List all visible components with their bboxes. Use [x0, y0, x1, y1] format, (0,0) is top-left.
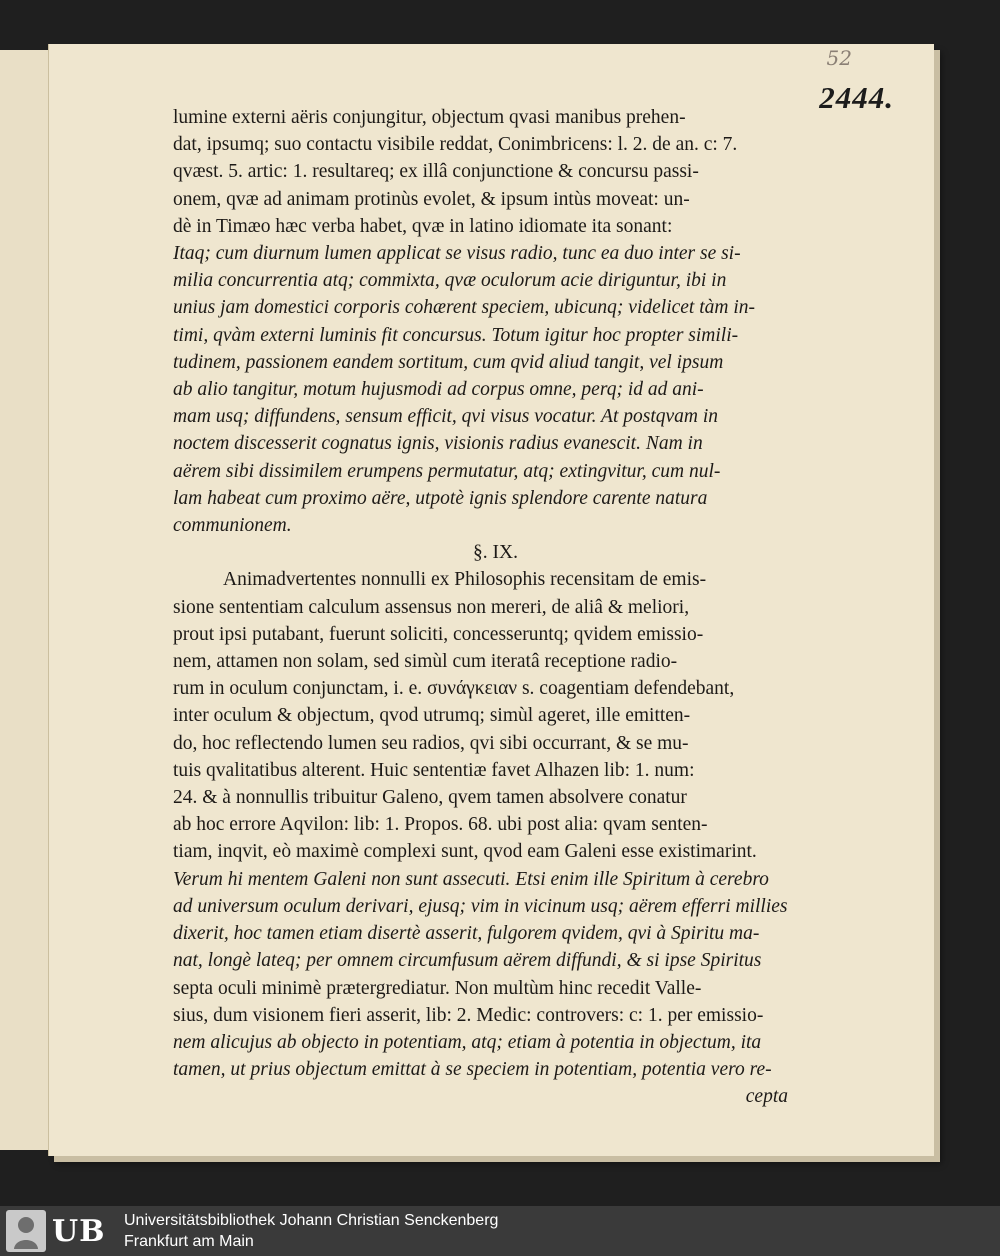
- logo-text: UB: [52, 1213, 106, 1249]
- catchword: cepta: [745, 1086, 788, 1108]
- text-line: sius, dum visionem fieri asserit, lib: 2. Medic: controvers: c: 1. per emissio-: [173, 1004, 764, 1026]
- text-line: nem, attamen non solam, sed simùl cum iteratâ receptione radio-: [173, 651, 678, 673]
- text-line: rum in oculum conjunctam, i. e. συνάγκειαν s. coagentiam defendebant,: [173, 678, 735, 700]
- text-line: tudinem, passionem eandem sortitum, cum qvid aliud tangit, vel ipsum: [173, 351, 724, 373]
- text-line: qvæst. 5. artic: 1. resultareq; ex illâ conjunctione & concursu passi-: [173, 161, 699, 183]
- text-line: aërem sibi dissimilem erumpens permutatur, atq; extingvitur, cum nul-: [173, 460, 721, 482]
- paragraph-2: [173, 566, 798, 1083]
- text-line: noctem discesserit cognatus ignis, visionis radius evanescit. Nam in: [173, 433, 703, 455]
- text-line: onem, qvæ ad animam protinùs evolet, & ipsum intùs moveat: un-: [173, 188, 690, 210]
- text-line: communionem.: [173, 515, 292, 537]
- text-line: do, hoc reflectendo lumen seu radios, qvi sibi occurrant, & se mu-: [173, 732, 689, 754]
- paragraph-1: [173, 104, 798, 539]
- shelf-number: 2444.: [819, 80, 894, 115]
- footer-bar: [0, 1206, 1000, 1256]
- text-line: tamen, ut prius objectum emittat à se speciem in potentiam, potentia vero re-: [173, 1059, 772, 1081]
- text-line: Itaq; cum diurnum lumen applicat se visus radio, tunc ea duo inter se si-: [173, 243, 741, 265]
- body-text: [173, 104, 798, 1111]
- text-line: Verum hi mentem Galeni non sunt assecuti. Etsi enim ille Spiritum à cerebro: [173, 868, 769, 890]
- text-line: mam usq; diffundens, sensum efficit, qvi visus vocatur. At postqvam in: [173, 406, 719, 428]
- library-name: Universitätsbibliothek Johann Christian Senckenberg: [124, 1212, 499, 1229]
- text-line: dè in Timæo hæc verba habet, qvæ in latino idiomate ita sonant:: [173, 215, 673, 237]
- text-line: dat, ipsumq; suo contactu visibile reddat, Conimbricens: l. 2. de an. c: 7.: [173, 134, 738, 156]
- text-line: sione sententiam calculum assensus non mereri, de aliâ & meliori,: [173, 596, 690, 618]
- text-line: septa oculi minimè prætergrediatur. Non multùm hinc recedit Valle-: [173, 977, 702, 999]
- text-line: timi, qvàm externi luminis fit concursus. Totum igitur hoc propter simili-: [173, 324, 739, 346]
- text-line: inter oculum & objectum, qvod utrumq; simùl ageret, ille emitten-: [173, 705, 691, 727]
- text-line: lam habeat cum proximo aëre, utpotè ignis splendore carente natura: [173, 487, 708, 509]
- text-line: nat, longè lateq; per omnem circumfusum aërem diffundi, & si ipse Spiritus: [173, 950, 762, 972]
- text-line: ab hoc errore Aqvilon: lib: 1. Propos. 68. ubi post alia: qvam senten-: [173, 814, 708, 836]
- text-line: tuis qvalitatibus alterent. Huic sententiæ favet Alhazen lib: 1. num:: [173, 759, 695, 781]
- text-line: Animadvertentes nonnulli ex Philosophis recensitam de emis-: [223, 569, 707, 591]
- text-line: ab alio tangitur, motum hujusmodi ad corpus omne, perq; id ad ani-: [173, 379, 704, 401]
- library-logo[interactable]: [6, 1210, 114, 1252]
- text-line: unius jam domestici corporis cohærent speciem, ubicunq; videlicet tàm in-: [173, 297, 756, 319]
- archive-mark: 52: [826, 46, 852, 70]
- text-line: lumine externi aëris conjungitur, objectum qvasi manibus prehen-: [173, 107, 686, 128]
- text-line: prout ipsi putabant, fuerunt soliciti, concesseruntq; qvidem emissio-: [173, 623, 704, 645]
- portrait-icon: [6, 1210, 46, 1252]
- text-line: 24. & à nonnullis tribuitur Galeno, qvem tamen absolvere conatur: [173, 787, 687, 809]
- library-city: Frankfurt am Main: [124, 1233, 254, 1250]
- document-page: [48, 44, 934, 1156]
- facing-page-edge: [0, 50, 50, 1150]
- text-line: milia concurrentia atq; commixta, qvæ oculorum acie diriguntur, ibi in: [173, 270, 727, 292]
- text-line: ad universum oculum derivari, ejusq; vim in vicinum usq; aërem efferri millies: [173, 895, 788, 917]
- text-line: dixerit, hoc tamen etiam disertè asserit, fulgorem qvidem, qvi à Spiritu ma-: [173, 923, 760, 945]
- text-line: tiam, inqvit, eò maximè complexi sunt, qvod eam Galeni esse existimarint.: [173, 841, 757, 863]
- text-line: nem alicujus ab objecto in potentiam, atq; etiam à potentia in objectum, ita: [173, 1031, 762, 1053]
- section-heading: §. IX.: [473, 542, 518, 564]
